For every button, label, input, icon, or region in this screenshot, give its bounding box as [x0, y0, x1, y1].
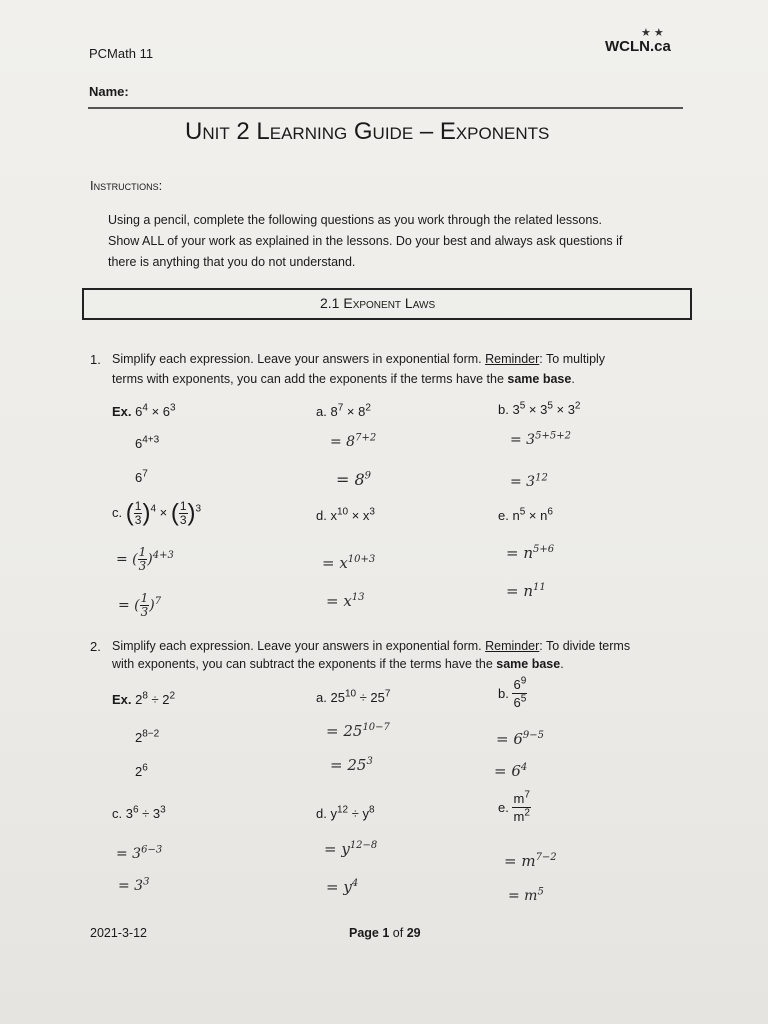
q2-ex-step2-base: 2: [135, 764, 143, 779]
q1-a-exp2: 2: [365, 402, 371, 414]
q2-a-work-2: [330, 756, 373, 774]
course-label: PCMath 11: [89, 46, 154, 61]
q2-b-num-base: 6: [513, 677, 521, 692]
q1-ex-exp2: 3: [170, 402, 176, 414]
q2-a-work2-base: = 25: [330, 756, 367, 774]
q1-d-work-2: [326, 592, 365, 610]
q2-d-work-2: [326, 878, 358, 896]
footer-page-mid: of: [389, 926, 407, 940]
q2-a-base2: ÷ 25: [356, 690, 385, 705]
q1-e-exp1: 5: [519, 506, 526, 518]
q1-ex-step1-base: 6: [135, 436, 143, 451]
q1-ex-step1-exp: 4+3: [142, 434, 160, 446]
q1-a-work1-base: = 8: [330, 434, 356, 450]
q2-line-2: [112, 657, 564, 671]
q1-d-base2: × x: [348, 508, 370, 523]
q1-a-work-1: [330, 434, 376, 450]
page-title: Unit 2 Learning Guide – Exponents: [185, 118, 550, 145]
q1-same-base: same base: [507, 372, 572, 386]
q2-c-work1-base: = 3: [116, 846, 142, 862]
q2-d-work2-exp: 4: [351, 878, 359, 889]
q2-a-work2-exp: 3: [366, 756, 373, 767]
q2-ex-step1-exp: 8−2: [142, 728, 160, 740]
q2-b-work-1: [496, 730, 544, 748]
q2-line2-post: .: [560, 657, 564, 671]
q2-a-expression: [316, 690, 390, 705]
q2-b-den-base: 6: [513, 695, 521, 710]
q2-ex-exp2: 2: [169, 690, 176, 702]
q2-b-den-exp: 5: [520, 693, 527, 705]
q1-c-fraction-2: [179, 500, 188, 527]
q1-b-work-2: [510, 474, 548, 490]
q2-e-work1-base: = m: [504, 852, 536, 870]
q1-b-base1: 3: [512, 402, 520, 417]
q2-a-exp1: 10: [344, 688, 357, 700]
q1-e-base1: n: [512, 508, 520, 523]
q1-d-work1-base: = x: [322, 554, 348, 572]
footer-page-num: 1: [382, 926, 390, 940]
q1-c-work2-num: 1: [140, 591, 149, 605]
q1-c-work1-exp: 4+3: [152, 549, 174, 561]
q2-e-work2-exp: 5: [537, 886, 544, 898]
q2-d-exp2: 8: [368, 804, 375, 816]
instructions-line-2: Show ALL of your work as explained in the lessons. Do your best and always ask questions if: [108, 234, 623, 248]
q2-a-work1-exp: 10−7: [362, 722, 390, 733]
q1-line1-post: : To multiply: [539, 352, 606, 366]
q2-e-expression: [498, 790, 531, 825]
q2-e-den-exp: 2: [524, 807, 530, 819]
q1-ex-step2-base: 6: [135, 470, 143, 485]
q2-b-work1-exp: 9−5: [522, 730, 544, 741]
footer-page-number: [349, 926, 421, 940]
q1-ex-base: 6: [135, 404, 143, 419]
q1-b-base2: × 3: [525, 402, 548, 417]
q2-c-base1: 3: [125, 806, 133, 821]
q2-example: [112, 692, 175, 707]
q2-c-label: c.: [112, 806, 123, 821]
q1-c-den1: 3: [134, 513, 142, 527]
q1-a-work1-exp: 7+2: [355, 432, 377, 444]
q1-d-exp1: 10: [336, 506, 349, 518]
q1-a-work2-exp: 9: [364, 470, 372, 482]
q1-c-exp2: 3: [195, 503, 202, 515]
q1-c-work2-exp: 7: [154, 595, 162, 607]
q1-example: [112, 404, 176, 419]
q2-e-num-base: m: [513, 791, 525, 806]
q1-c-exp1: 4: [150, 503, 156, 515]
q1-c-work-2: [118, 592, 161, 619]
q2-d-expression: [316, 806, 375, 821]
q2-a-base1: 25: [330, 690, 345, 705]
q2-line1-text: Simplify each expression. Leave your answers in exponential form.: [112, 639, 486, 653]
q1-a-op: × 8: [343, 404, 366, 419]
q2-reminder: Reminder: [485, 639, 540, 653]
q2-d-work1-base: = y: [324, 840, 350, 858]
q2-a-label: a.: [316, 690, 327, 705]
q2-d-base1: y: [330, 806, 337, 821]
q2-ex-step2-exp: 6: [142, 762, 148, 774]
q1-e-work1-base: = n: [506, 544, 533, 562]
q2-ex-label: Ex.: [112, 692, 132, 707]
q1-e-base2: × n: [525, 508, 548, 523]
q2-b-label: b.: [498, 686, 509, 701]
q1-a-expression: [316, 404, 371, 419]
q1-c-num1: 1: [134, 499, 142, 513]
q2-b-expression: [498, 676, 527, 711]
q1-e-label: e.: [498, 508, 509, 523]
q1-line2-text: terms with exponents, you can add the exponents if the terms have the: [112, 372, 508, 386]
q1-c-num2: 1: [179, 499, 187, 513]
q1-b-work2-base: = 3: [510, 474, 536, 490]
q1-d-work2-base: = x: [326, 592, 352, 610]
q1-b-exp3: 2: [574, 400, 581, 412]
q2-ex-base2: ÷ 2: [147, 692, 170, 707]
q1-e-work-1: [506, 544, 554, 562]
q2-number: 2.: [90, 639, 101, 654]
q2-a-work1-base: = 25: [326, 722, 363, 740]
q1-c-work2-den: 3: [140, 605, 149, 619]
q2-a-work-1: [326, 722, 390, 740]
q2-e-work-1: [504, 852, 557, 870]
q1-a-work-2: [336, 470, 371, 489]
q2-c-exp2: 3: [160, 804, 166, 816]
q1-c-work1-num: 1: [138, 545, 147, 559]
q2-ex-exp1: 8: [142, 690, 148, 702]
q1-c-work2-fraction: [140, 592, 150, 619]
q1-d-work2-exp: 13: [351, 592, 365, 603]
q1-b-exp2: 5: [547, 400, 553, 412]
q1-ex-exp1: 4: [142, 402, 148, 414]
q1-ex-op: × 6: [151, 404, 170, 419]
q2-b-num-exp: 9: [520, 675, 527, 687]
q2-c-base2: ÷ 3: [138, 806, 161, 821]
q1-line-1: [112, 352, 605, 366]
q2-e-den-base: m: [513, 809, 525, 824]
q1-ex-step-2: [135, 470, 148, 485]
q1-reminder: Reminder: [485, 352, 540, 366]
q2-a-exp2: 7: [384, 688, 391, 700]
q1-line2-post: .: [571, 372, 575, 386]
q1-e-work-2: [506, 582, 546, 600]
header-rule: [88, 107, 683, 109]
q2-b-denominator: [513, 694, 526, 711]
q2-line-1: [112, 639, 630, 653]
q2-b-work-2: [494, 762, 527, 780]
q2-c-expression: [112, 806, 166, 821]
q2-b-work2-base: = 6: [494, 762, 521, 780]
q1-c-op: ×: [159, 504, 168, 520]
q1-c-work2-open: = (: [118, 597, 140, 614]
q1-e-work2-exp: 11: [533, 582, 546, 593]
q1-c-work-1: [116, 546, 174, 573]
footer-page-total: 29: [406, 926, 421, 940]
q2-e-num-exp: 7: [524, 789, 530, 801]
q2-c-work2-base: = 3: [118, 878, 144, 894]
q1-a-work2-base: = 8: [336, 470, 365, 489]
q1-b-work1-base: = 3: [510, 432, 536, 448]
q2-line1-post: : To divide terms: [539, 639, 631, 653]
q1-b-work1-exp: 5+5+2: [535, 430, 571, 442]
q1-line-2: [112, 372, 575, 386]
q2-e-denominator: [513, 808, 529, 825]
q2-e-fraction: [512, 790, 530, 825]
q1-b-work-1: [510, 432, 571, 448]
q1-c-work1-den: 3: [138, 559, 147, 573]
q2-e-numerator: [512, 790, 530, 808]
instructions-label: Instructions:: [90, 178, 163, 193]
q2-c-work-2: [118, 878, 149, 894]
q1-b-expression: [498, 402, 580, 417]
q1-b-exp1: 5: [519, 400, 526, 412]
q1-a-base1: 8: [330, 404, 338, 419]
q1-c-expression: c. ( $\frac{1}{3}$ )$^4$ × ( $\frac{1}{3}$ )$^3$: [112, 499, 202, 527]
q2-b-numerator: [512, 676, 527, 694]
instructions-line-3: there is anything that you do not understand.: [108, 255, 356, 269]
q2-ex-step-1: [135, 730, 159, 745]
q2-c-work2-exp: 3: [143, 876, 150, 888]
q1-a-label: a.: [316, 404, 327, 419]
q2-e-work1-exp: 7−2: [535, 852, 557, 863]
footer-date: 2021-3-12: [90, 926, 147, 940]
q1-e-expression: [498, 508, 553, 523]
wcln-logo: [605, 27, 671, 55]
q1-a-exp1: 7: [337, 402, 344, 414]
q1-e-work1-exp: 5+6: [533, 544, 555, 555]
q2-c-work1-exp: 6−3: [141, 844, 163, 856]
q1-line1-text: Simplify each expression. Leave your answers in exponential form.: [112, 352, 486, 366]
q2-d-label: d.: [316, 806, 327, 821]
q1-e-work2-base: = n: [506, 582, 533, 600]
q1-ex-step2-exp: 7: [142, 468, 148, 480]
q2-ex-step1-base: 2: [135, 730, 143, 745]
q1-b-work2-exp: 12: [535, 472, 548, 484]
q1-c-work1-close: ): [147, 551, 153, 568]
q2-d-work1-exp: 12−8: [349, 840, 378, 851]
q2-d-base2: ÷ y: [348, 806, 369, 821]
q1-e-exp2: 6: [547, 506, 553, 518]
q1-c-work1-fraction: [138, 546, 148, 573]
q2-c-exp1: 6: [132, 804, 139, 816]
q2-d-exp1: 12: [336, 804, 349, 816]
q1-d-label: d.: [316, 508, 327, 523]
q2-e-work-2: [508, 888, 544, 904]
q1-c-label: c.: [112, 504, 123, 520]
q1-b-base3: × 3: [552, 402, 575, 417]
q2-d-work-1: [324, 840, 377, 858]
logo-stars-icon: ★ ★: [641, 27, 664, 39]
name-label: Name:: [89, 84, 129, 99]
instructions-line-1: Using a pencil, complete the following questions as you work through the related lessons.: [108, 213, 603, 227]
q2-e-label: e.: [498, 800, 509, 815]
q1-number: 1.: [90, 352, 101, 367]
q2-ex-step-2: [135, 764, 148, 779]
q2-same-base: same base: [496, 657, 561, 671]
q2-line2-text: with exponents, you can subtract the exponents if the terms have the: [112, 657, 497, 671]
q1-d-expression: [316, 508, 375, 523]
section-title: 2.1 Exponent Laws: [320, 295, 436, 311]
footer-page-pre: Page: [349, 926, 383, 940]
q1-d-exp2: 3: [369, 506, 375, 518]
q1-d-work-1: [322, 554, 375, 572]
q2-b-work1-base: = 6: [496, 730, 523, 748]
q1-c-work1-open: = (: [116, 551, 138, 568]
q2-b-work2-exp: 4: [520, 762, 528, 773]
q2-c-work-1: [116, 846, 162, 862]
q2-b-fraction: [512, 676, 527, 711]
q1-c-work2-close: ): [149, 597, 155, 614]
q1-ex-step-1: [135, 436, 159, 451]
logo-text: WCLN.ca: [605, 38, 671, 55]
q2-d-work2-base: = y: [326, 878, 352, 896]
q2-e-work2-base: = m: [508, 888, 538, 904]
q1-b-label: b.: [498, 402, 509, 417]
q1-d-work1-exp: 10+3: [347, 554, 376, 565]
q1-c-den2: 3: [179, 513, 187, 527]
q2-ex-base1: 2: [135, 692, 143, 707]
q1-d-base1: x: [330, 508, 337, 523]
q1-ex-label: Ex.: [112, 404, 132, 419]
